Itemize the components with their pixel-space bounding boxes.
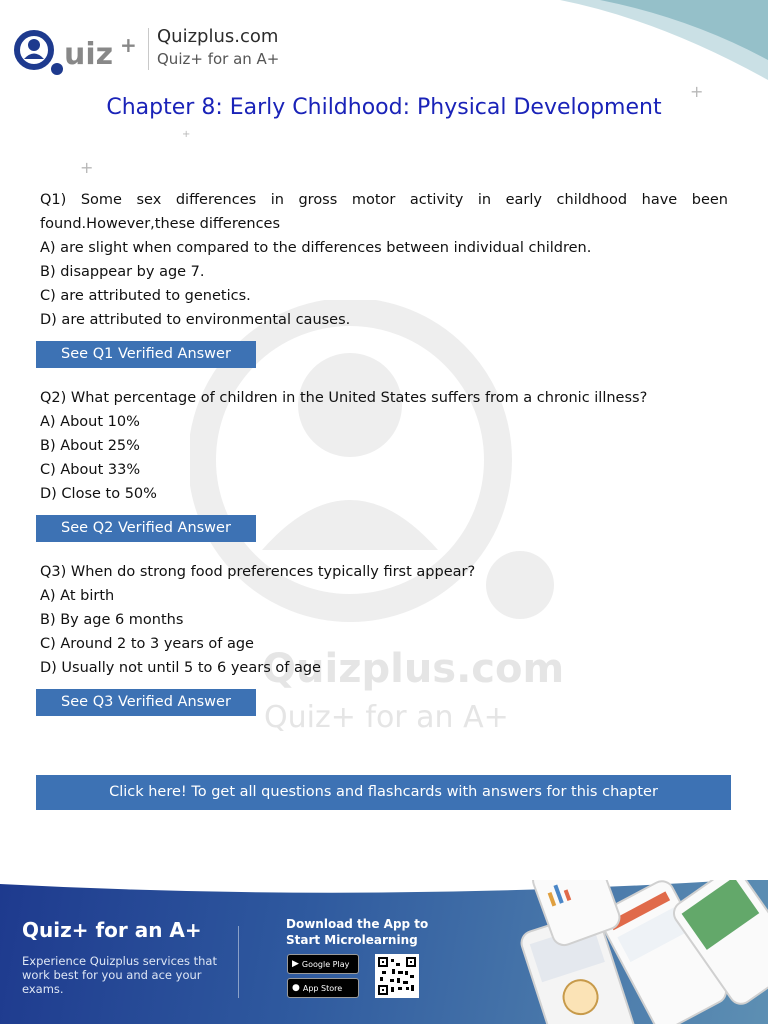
question-list [40, 188, 728, 734]
answer-option: B) By age 6 months [40, 612, 184, 628]
footer-description: Experience Quizplus services that work best for you and ace your exams. [22, 954, 217, 996]
download-app-text: Download the App to Start Microlearning [286, 917, 429, 947]
see-q1-answer-button[interactable]: See Q1 Verified Answer [36, 341, 256, 368]
chapter-title: Chapter 8: Early Childhood: Physical Development [106, 95, 662, 120]
app-store-label: App Store [302, 983, 343, 993]
answer-option: D) Close to 50% [40, 486, 157, 502]
footer-brand: Quiz+ for an A+ [22, 918, 202, 942]
google-play-badge[interactable] [287, 954, 359, 974]
question-2 [40, 386, 728, 542]
app-phones-illustration [505, 880, 768, 1024]
question-text: Q2) What percentage of children in the United States suffers from a chronic illness? [40, 390, 648, 406]
answer-option: C) are attributed to genetics. [40, 288, 251, 304]
footer-divider [238, 926, 239, 998]
answer-option: A) At birth [40, 588, 115, 604]
google-play-label: Google Play [301, 959, 350, 969]
see-q3-answer-button[interactable]: See Q3 Verified Answer [36, 689, 256, 716]
header-divider [148, 28, 149, 70]
play-store-icon: ▶ [292, 959, 299, 969]
app-store-badge[interactable] [287, 978, 359, 998]
answer-option: B) disappear by age 7. [40, 264, 205, 280]
site-name: Quizplus.com [157, 26, 279, 47]
question-3 [40, 560, 728, 716]
quizplus-logo[interactable] [14, 26, 154, 78]
answer-option: B) About 25% [40, 438, 140, 454]
see-q2-answer-button[interactable]: See Q2 Verified Answer [36, 515, 256, 542]
answer-option: A) About 10% [40, 414, 140, 430]
answer-option: D) are attributed to environmental causes. [40, 312, 351, 328]
watermark-site-name: Quizplus.com [262, 646, 565, 692]
plus-sparkle-icon: + [182, 129, 191, 140]
plus-sparkle-icon: + [80, 158, 94, 177]
watermark-tagline: Quiz+ for an A+ [264, 700, 509, 735]
question-text: Q3) When do strong food preferences typically first appear? [40, 564, 476, 580]
plus-sparkle-icon: + [690, 82, 704, 101]
answer-option: A) are slight when compared to the differences between individual children. [40, 240, 592, 256]
get-all-questions-button[interactable]: Click here! To get all questions and flashcards with answers for this chapter [36, 775, 731, 810]
apple-icon: ● [292, 983, 300, 993]
answer-option: C) Around 2 to 3 years of age [40, 636, 254, 652]
svg-text:+: + [120, 33, 137, 57]
qr-code-icon [375, 954, 419, 998]
footer-banner [0, 880, 768, 1024]
svg-text:uiz: uiz [64, 37, 114, 72]
site-tagline: Quiz+ for an A+ [157, 50, 280, 68]
answer-option: D) Usually not until 5 to 6 years of age [40, 660, 321, 676]
question-1 [40, 188, 728, 368]
question-text: Q1) Some sex differences in gross motor activity in early childhood have been found.However,these differences [40, 192, 728, 232]
answer-option: C) About 33% [40, 462, 141, 478]
